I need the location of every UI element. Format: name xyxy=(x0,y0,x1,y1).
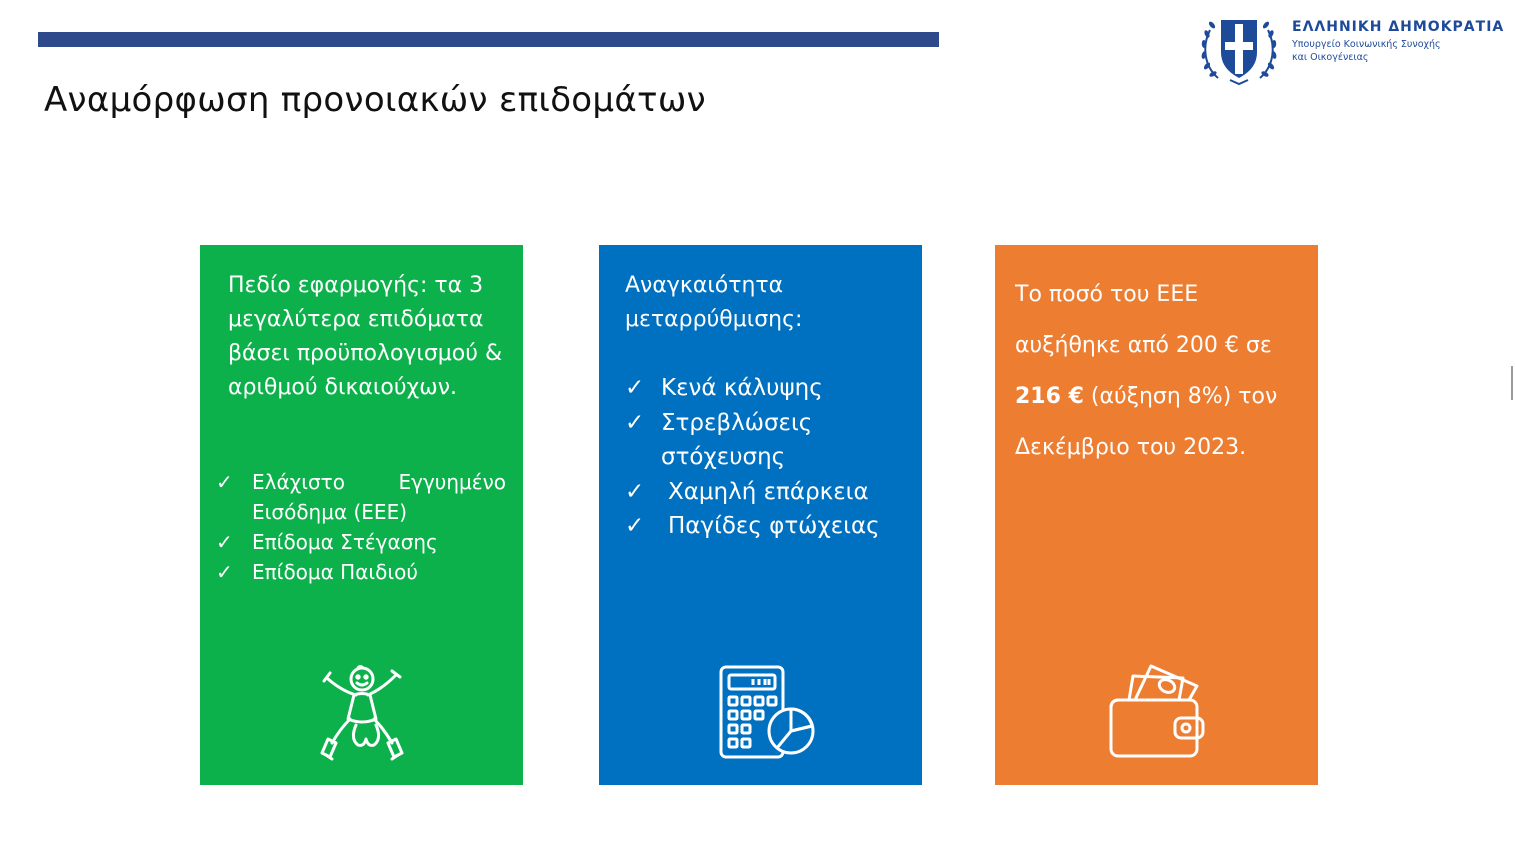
ministry-logo xyxy=(1198,8,1505,88)
list-item-text: Εισόδημα (ΕΕΕ) xyxy=(252,500,408,524)
wallet-icon xyxy=(1105,660,1209,762)
benefits-list xyxy=(216,467,506,587)
reform-heading: Αναγκαιότητα μεταρρύθμισης: xyxy=(625,273,803,332)
list-item xyxy=(216,467,506,527)
logo-subtitle-line2: και Οικογένειας xyxy=(1292,52,1369,63)
scroll-edge-marker xyxy=(1511,366,1513,400)
list-item xyxy=(625,475,915,510)
check-icon: ✓ xyxy=(216,470,233,494)
slide-title: Αναμόρφωση προνοιακών επιδομάτων xyxy=(44,80,706,120)
scope-heading: Πεδίο εφαρμογής: τα 3 μεγαλύτερα επιδόματα βάσει προϋπολογισμού & αριθμού δικαιούχων. xyxy=(228,273,503,400)
logo-subtitle-line1: Υπουργείο Κοινωνικής Συνοχής xyxy=(1292,39,1441,50)
list-item-text: Επίδομα Παιδιού xyxy=(252,560,418,584)
list-item-text: Επίδομα Στέγασης xyxy=(252,530,438,554)
amount-text-part1: Το ποσό του ΕΕΕ αυξήθηκε από 200 € σε xyxy=(1015,282,1272,358)
list-item-text: Εγγυημένο xyxy=(398,470,506,494)
amount-text-part2: (αύξηση 8%) τον Δεκέμβριο του 2023. xyxy=(1015,384,1278,460)
amount-new-value: 216 € xyxy=(1015,384,1084,409)
list-item-text: Ελάχιστο xyxy=(252,470,345,494)
list-item-text: Χαμηλή επάρκεια xyxy=(668,478,869,505)
check-icon: ✓ xyxy=(216,560,233,584)
list-item xyxy=(216,557,506,587)
reform-reasons-list xyxy=(625,371,915,544)
amount-text xyxy=(1015,269,1310,473)
list-item xyxy=(216,527,506,557)
calculator-icon xyxy=(717,663,819,763)
list-item xyxy=(625,509,915,544)
list-item-text: Στρεβλώσεις στόχευσης xyxy=(661,409,813,470)
list-item xyxy=(625,406,915,475)
reform-need-card xyxy=(599,245,922,785)
scope-card xyxy=(200,245,523,785)
check-icon: ✓ xyxy=(625,375,645,401)
check-icon: ✓ xyxy=(625,409,645,436)
list-item-text: Κενά κάλυψης xyxy=(661,375,823,401)
list-item-text: Παγίδες φτώχειας xyxy=(668,513,880,539)
amount-card xyxy=(995,245,1318,785)
greek-emblem-icon xyxy=(1198,8,1280,88)
check-icon: ✓ xyxy=(216,530,233,554)
check-icon: ✓ xyxy=(625,513,645,539)
check-icon: ✓ xyxy=(625,478,645,505)
child-icon xyxy=(320,665,412,765)
list-item xyxy=(625,371,915,406)
logo-title: ΕΛΛΗΝΙΚΗ ΔΗΜΟΚΡΑΤΙΑ xyxy=(1292,19,1505,35)
top-accent-bar xyxy=(38,32,939,47)
